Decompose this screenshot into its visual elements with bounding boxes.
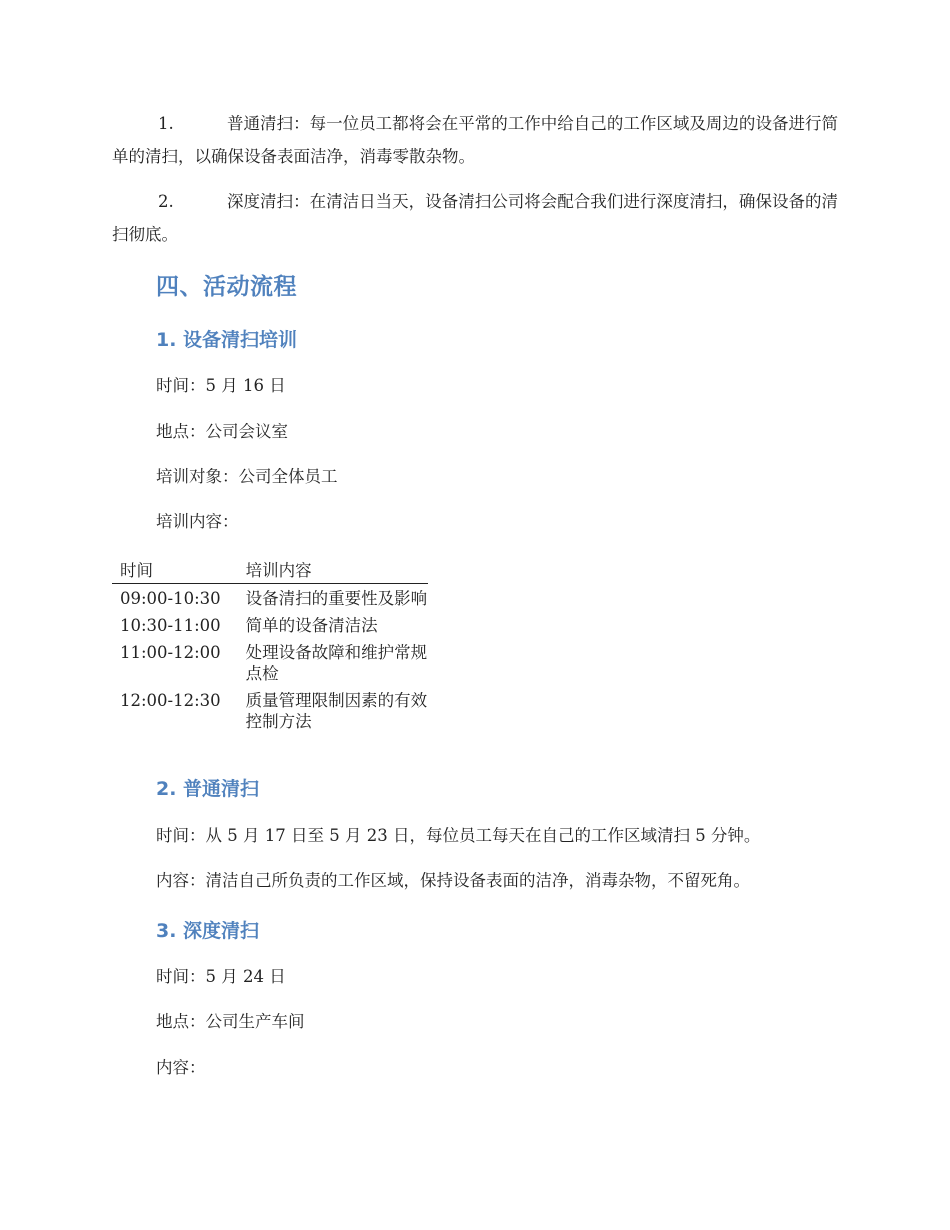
regular-cleaning-heading: 2. 普通清扫 <box>156 778 260 800</box>
table-header-row <box>112 556 428 584</box>
table-row <box>112 638 428 686</box>
deep-cleaning-place: 地点：公司生产车间 <box>156 1012 305 1031</box>
table-header-content: 培训内容 <box>238 556 428 584</box>
table-cell-content: 处理设备故障和维护常规点检 <box>245 643 428 683</box>
section-heading: 四、活动流程 <box>156 274 297 300</box>
intro-item-text: 深度清扫：在清洁日当天，设备清扫公司将会配合我们进行深度清扫，确保设备的清扫彻底。 <box>112 192 838 244</box>
training-schedule-table <box>112 556 428 734</box>
training-heading: 1. 设备清扫培训 <box>156 329 298 351</box>
intro-item-number: 2. <box>158 192 174 211</box>
deep-cleaning-content-label: 内容： <box>156 1058 206 1077</box>
intro-item-text: 普通清扫：每一位员工都将会在平常的工作中给自己的工作区域及周边的设备进行简单的清扫，以确保设备表面洁净，消毒零散杂物。 <box>112 114 838 166</box>
table-cell-time: 10:30-11:00 <box>120 616 221 635</box>
deep-cleaning-time: 时间：5 月 24 日 <box>156 967 286 986</box>
table-header-time: 时间 <box>112 556 238 584</box>
training-audience: 培训对象：公司全体员工 <box>156 467 338 486</box>
table-cell-content: 设备清扫的重要性及影响 <box>245 589 428 608</box>
table-row <box>112 584 428 612</box>
training-time: 时间：5 月 16 日 <box>156 376 286 395</box>
intro-item-1 <box>112 107 838 173</box>
regular-cleaning-time: 时间：从 5 月 17 日至 5 月 23 日，每位员工每天在自己的工作区域清扫 5 分钟。 <box>156 826 761 845</box>
training-place: 地点：公司会议室 <box>156 422 288 441</box>
table-row <box>112 611 428 638</box>
deep-cleaning-heading: 3. 深度清扫 <box>156 920 260 942</box>
intro-item-number: 1. <box>158 114 174 133</box>
table-row <box>112 686 428 734</box>
table-cell-time: 11:00-12:00 <box>120 643 221 662</box>
training-content-label: 培训内容： <box>156 512 239 531</box>
intro-item-2 <box>112 185 838 251</box>
table-cell-time: 12:00-12:30 <box>120 691 221 710</box>
table-cell-content: 质量管理限制因素的有效控制方法 <box>245 691 428 731</box>
table-cell-time: 09:00-10:30 <box>120 589 221 608</box>
table-cell-content: 简单的设备清洁法 <box>245 616 378 635</box>
regular-cleaning-content: 内容：清洁自己所负责的工作区域，保持设备表面的洁净，消毒杂物，不留死角。 <box>156 871 750 890</box>
